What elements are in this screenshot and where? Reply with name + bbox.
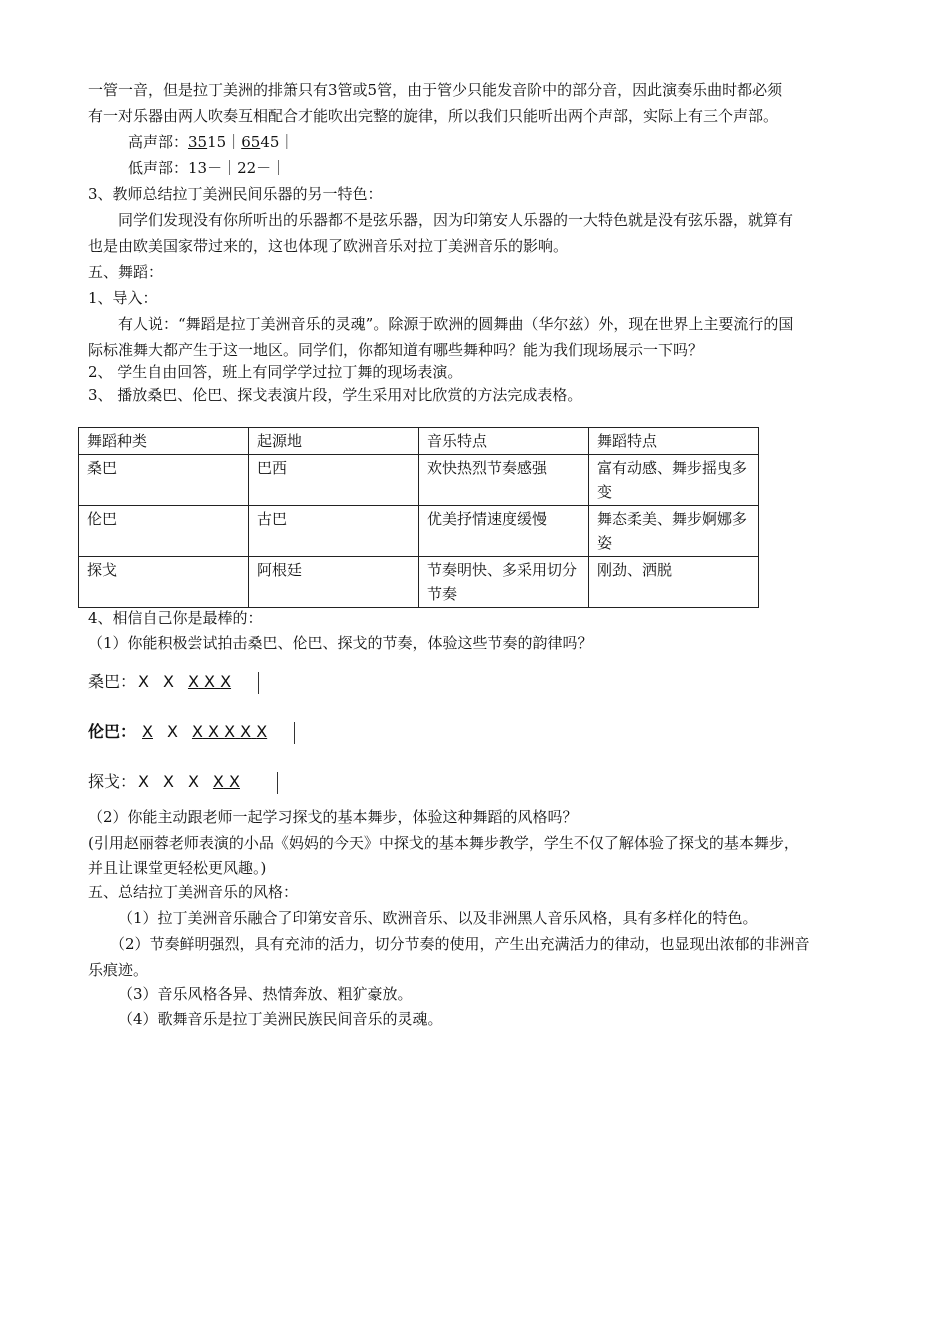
paragraph-line: 也是由欧美国家带过来的，这也体现了欧洲音乐对拉丁美洲音乐的影响。 <box>88 237 569 255</box>
rhythm-note: X <box>166 722 178 741</box>
paragraph-line: 一管一音，但是拉丁美洲的排箫只有3管或5管，由于管少只能发音阶中的部分音，因此演奏乐曲时都必须 <box>88 81 783 99</box>
rhythm-note: X <box>228 772 240 791</box>
high-voice-label: 高声部： <box>128 133 189 151</box>
bar-line: ｜ <box>226 133 242 151</box>
paragraph-line: 2、 学生自由回答，班上有同学学过拉丁舞的现场表演。 <box>88 363 463 381</box>
table-cell: 刚劲、洒脱 <box>589 557 759 608</box>
table-row <box>79 506 759 557</box>
paragraph-line: (引用赵丽蓉老师表演的小品《妈妈的今天》中探戈的基本舞步教学，学生不仅了解体验了探戈的基本舞步， <box>88 834 799 852</box>
table-cell: 优美抒情速度缓慢 <box>419 506 589 557</box>
summary-item: （4）歌舞音乐是拉丁美洲民族民间音乐的灵魂。 <box>118 1010 443 1028</box>
high-voice-part <box>128 131 294 153</box>
note-group: 45 <box>260 133 280 151</box>
low-voice-part: 低声部：13－｜22－｜ <box>128 159 287 177</box>
rhythm-label: 探戈： <box>88 772 137 791</box>
rhythm-note: X <box>138 772 149 791</box>
paragraph-line: 际标准舞大都产生于这一地区。同学们，你都知道有哪些舞种吗？能为我们现场展示一下吗？ <box>88 341 704 359</box>
table-cell: 古巴 <box>249 506 419 557</box>
table-cell: 巴西 <box>249 455 419 506</box>
summary-item: （1）拉丁美洲音乐融合了印第安音乐、欧洲音乐、以及非洲黑人音乐风格，具有多样化的特色。 <box>118 909 758 927</box>
paragraph-line: （1）你能积极尝试拍击桑巴、伦巴、探戈的节奏，体验这些节奏的韵律吗？ <box>88 634 593 652</box>
rhythm-label: 桑巴： <box>88 672 137 691</box>
table-cell: 节奏明快、多采用切分节奏 <box>419 557 589 608</box>
table-cell: 伦巴 <box>79 506 249 557</box>
paragraph-line: 3、 播放桑巴、伦巴、探戈表演片段，学生采用对比欣赏的方法完成表格。 <box>88 386 583 404</box>
dance-comparison-table <box>78 427 759 608</box>
rhythm-label: 伦巴： <box>88 722 137 741</box>
table-header-cell: 音乐特点 <box>419 428 589 455</box>
table-cell: 富有动感、舞步摇曳多变 <box>589 455 759 506</box>
summary-item: （2）节奏鲜明强烈，具有充沛的活力，切分节奏的使用，产生出充满活力的律动，也显现出浓郁的非洲音 <box>110 935 810 953</box>
paragraph-line: 有一对乐器由两人吹奏互相配合才能吹出完整的旋律，所以我们只能听出两个声部，实际上有三个声部。 <box>88 107 779 125</box>
table-row <box>79 557 759 608</box>
paragraph-line: 1、导入： <box>88 289 158 307</box>
table-cell: 欢快热烈节奏感强 <box>419 455 589 506</box>
rhythm-note: X <box>208 722 219 741</box>
paragraph-line: 3、教师总结拉丁美洲民间乐器的另一特色： <box>88 185 383 203</box>
paragraph-line: 4、相信自己你是最棒的： <box>88 609 263 627</box>
bar-line <box>258 672 259 694</box>
rhythm-note: X <box>162 772 174 791</box>
note-group: 15 <box>207 133 227 151</box>
bar-line <box>277 772 278 794</box>
samba-rhythm <box>88 670 259 694</box>
paragraph-line: 有人说：“舞蹈是拉丁美洲音乐的灵魂”。除源于欧洲的圆舞曲（华尔兹）外，现在世界上主要流行的国 <box>118 315 794 333</box>
summary-item: 乐痕迹。 <box>88 961 149 979</box>
rhythm-note: X <box>212 772 224 791</box>
rhythm-note: X <box>187 772 199 791</box>
summary-item: （3）音乐风格各异、热情奔放、粗犷豪放。 <box>118 985 413 1003</box>
rhythm-note: X <box>240 722 252 741</box>
note-group: 35 <box>188 133 208 151</box>
rhythm-note: X <box>142 722 153 741</box>
table-header-cell: 舞蹈特点 <box>589 428 759 455</box>
tango-rhythm <box>88 770 278 794</box>
table-cell: 舞态柔美、舞步婀娜多姿 <box>589 506 759 557</box>
table-cell: 桑巴 <box>79 455 249 506</box>
table-header-cell: 舞蹈种类 <box>79 428 249 455</box>
rhythm-note: X <box>187 672 199 691</box>
rhythm-note: X <box>138 672 149 691</box>
section-heading: 五、舞蹈： <box>88 263 164 281</box>
table-header-row <box>79 428 759 455</box>
rhythm-note: X <box>204 672 215 691</box>
table-cell: 探戈 <box>79 557 249 608</box>
rhythm-note: X <box>191 722 203 741</box>
section-heading: 五、总结拉丁美洲音乐的风格： <box>88 883 299 901</box>
bar-line <box>294 722 295 744</box>
table-header-cell: 起源地 <box>249 428 419 455</box>
table-row <box>79 455 759 506</box>
bar-line: ｜ <box>279 133 295 151</box>
rumba-rhythm <box>88 720 295 744</box>
note-group: 65 <box>241 133 261 151</box>
paragraph-line: 同学们发现没有你所听出的乐器都不是弦乐器，因为印第安人乐器的一大特色就是没有弦乐器，就算有 <box>118 211 794 229</box>
table-cell: 阿根廷 <box>249 557 419 608</box>
rhythm-note: X <box>224 722 236 741</box>
rhythm-note: X <box>220 672 232 691</box>
paragraph-line: 并且让课堂更轻松更风趣。) <box>88 859 267 877</box>
rhythm-note: X <box>256 722 268 741</box>
rhythm-note: X <box>162 672 174 691</box>
paragraph-line: （2）你能主动跟老师一起学习探戈的基本舞步，体验这种舞蹈的风格吗？ <box>88 808 578 826</box>
